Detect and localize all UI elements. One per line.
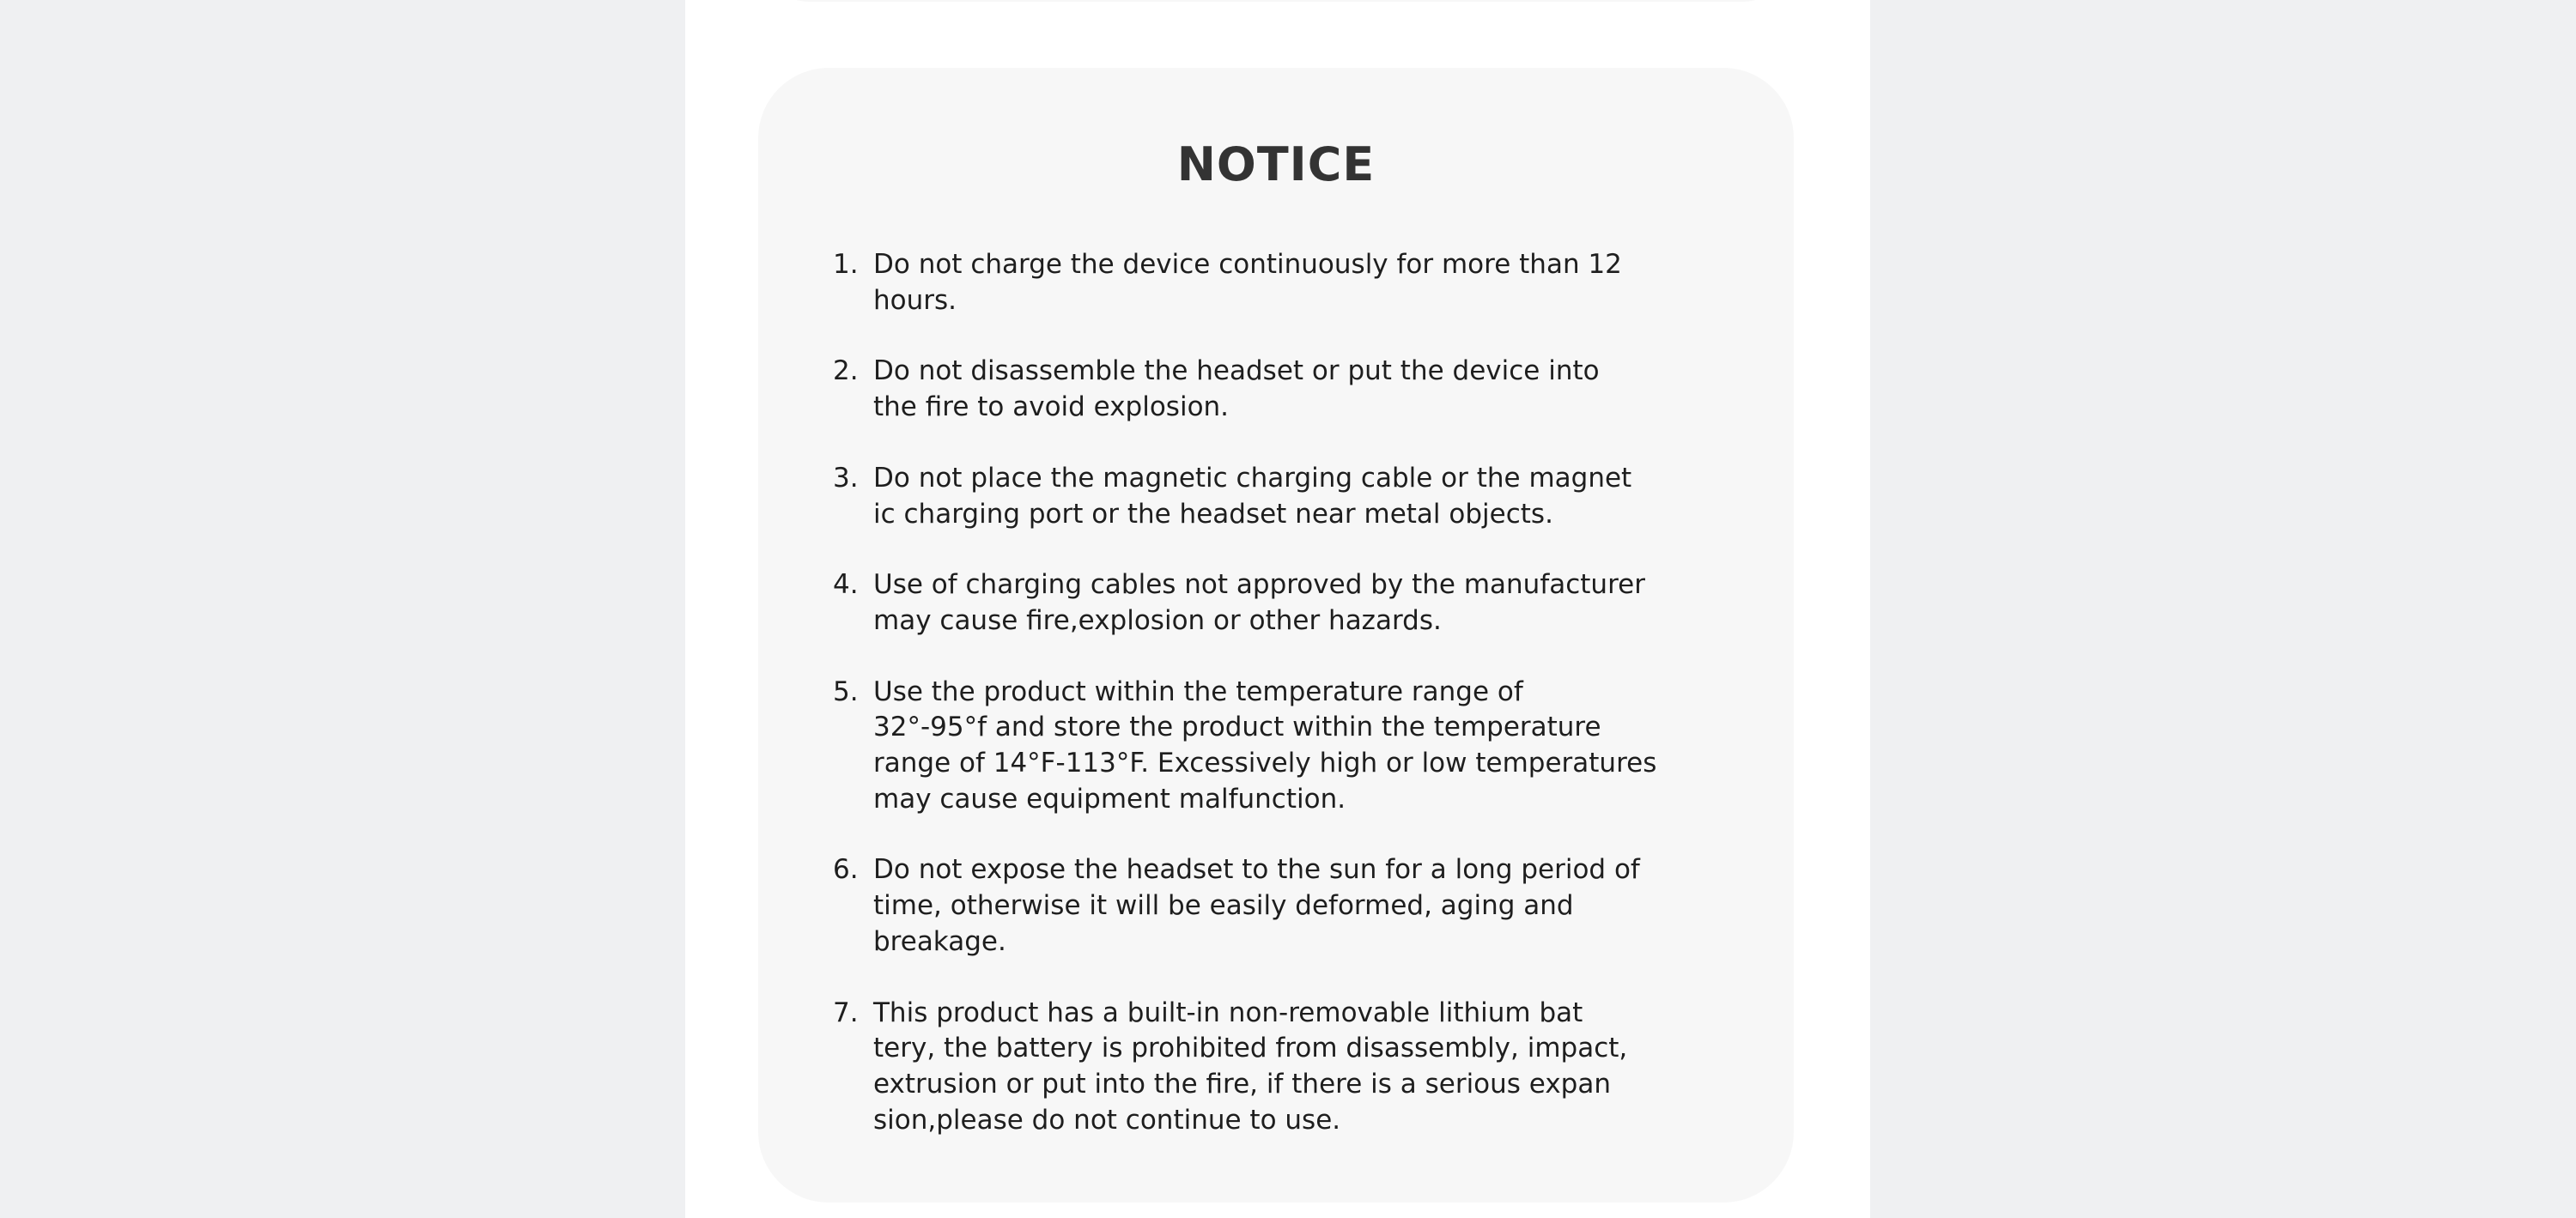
notice-item-number: 7. [833, 997, 859, 1028]
notice-item-line: sion,please do not continue to use. [873, 1104, 1341, 1136]
notice-item-line: Do not expose the headset to the sun for a long period of [873, 854, 1640, 886]
notice-item-line: may cause fire,explosion or other hazards. [873, 604, 1442, 636]
notice-card [758, 68, 1794, 1203]
notice-item-number: 2. [833, 355, 859, 387]
notice-item-text [873, 461, 1760, 532]
notice-item-text [873, 567, 1760, 639]
notice-item-line: This product has a built-in non-removable lithium bat [873, 997, 1583, 1028]
notice-item [833, 461, 1760, 532]
previous-section-card [758, 0, 1794, 2]
notice-list [833, 247, 1760, 1173]
notice-item-number: 5. [833, 676, 859, 707]
notice-item-line: Do not disassemble the headset or put the device into [873, 355, 1600, 387]
notice-item-line: range of 14°F-113°F. Excessively high or low temperatures [873, 748, 1657, 779]
notice-item [833, 567, 1760, 639]
notice-item-number: 3. [833, 462, 859, 494]
notice-item-line: 32°-95°f and store the product within the temperature [873, 712, 1601, 743]
notice-item-line: Do not place the magnetic charging cable or the magnet [873, 462, 1632, 494]
notice-item-line: ic charging port or the headset near metal objects. [873, 498, 1553, 530]
notice-item-line: time, otherwise it will be easily deformed, aging and [873, 890, 1574, 922]
notice-item [833, 996, 1760, 1139]
notice-item-number: 4. [833, 569, 859, 601]
notice-item-line: Use of charging cables not approved by the manufacturer [873, 569, 1645, 601]
notice-item-line: hours. [873, 284, 957, 316]
notice-item-text [873, 675, 1760, 818]
notice-item-line: the fire to avoid explosion. [873, 391, 1230, 423]
notice-item-text [873, 996, 1760, 1139]
notice-item [833, 852, 1760, 960]
notice-item-line: tery, the battery is prohibited from disassembly, impact, [873, 1033, 1628, 1064]
notice-item-number: 6. [833, 854, 859, 886]
notice-item [833, 354, 1760, 425]
notice-item-line: Use the product within the temperature range of [873, 676, 1523, 707]
notice-item-line: extrusion or put into the fire, if there is a serious expan [873, 1068, 1611, 1100]
notice-item-text [873, 354, 1760, 425]
notice-item-text [873, 852, 1760, 960]
notice-item-line: Do not charge the device continuously for more than 12 [873, 249, 1622, 280]
notice-item-number: 1. [833, 249, 859, 280]
notice-title: NOTICE [1176, 137, 1376, 191]
notice-item-text [873, 247, 1760, 318]
product-detail-page [685, 0, 1870, 1218]
notice-item-line: may cause equipment malfunction. [873, 783, 1346, 815]
notice-item [833, 247, 1760, 318]
notice-item-line: breakage. [873, 925, 1006, 957]
notice-item [833, 675, 1760, 818]
